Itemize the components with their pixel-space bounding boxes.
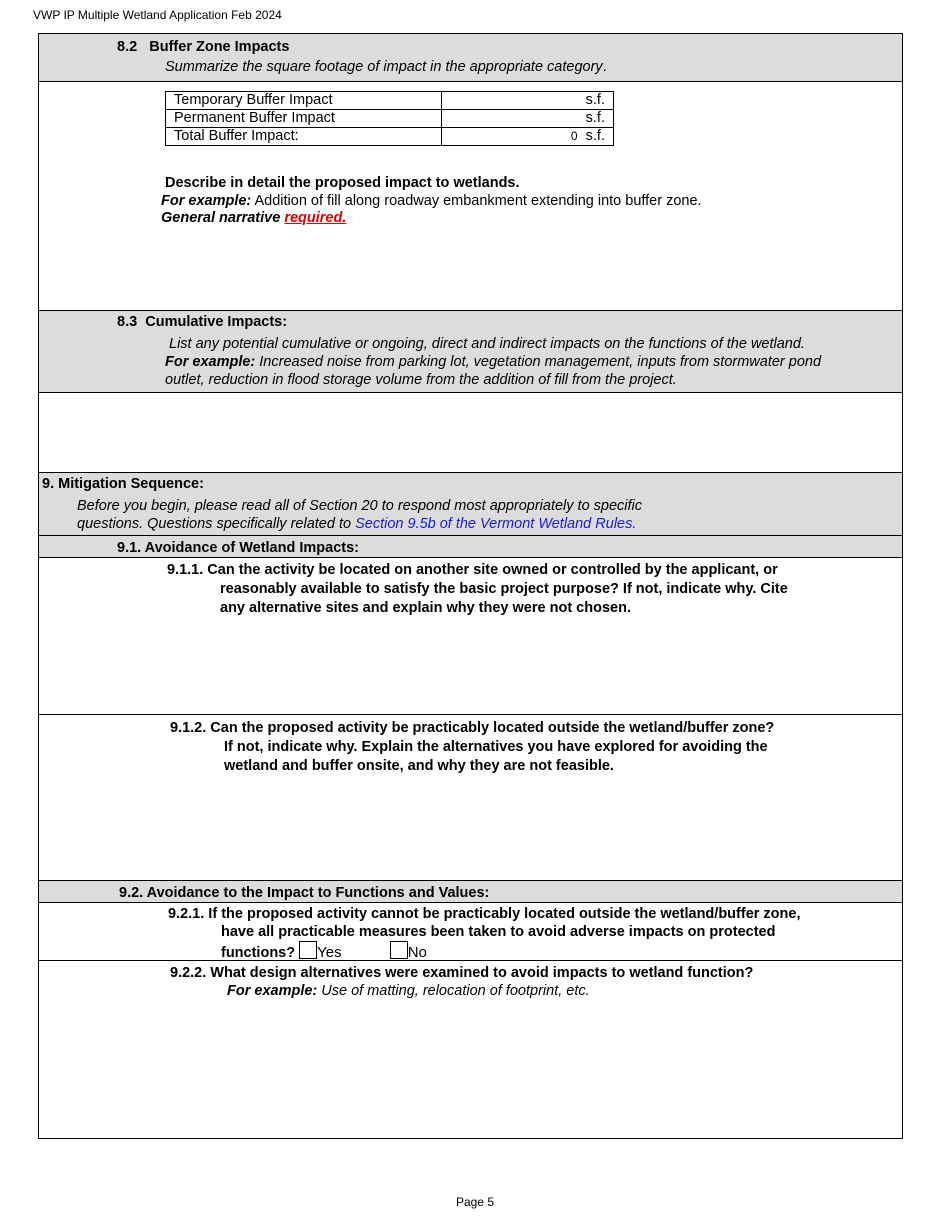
section-8-3-line1: List any potential cumulative or ongoing, direct and indirect impacts on the functions of the wetland. <box>169 336 805 352</box>
no-checkbox[interactable] <box>390 941 408 959</box>
question-9-2-2-example: For example: Use of matting, relocation of footprint, etc. <box>227 983 590 999</box>
answer-9-1-1-area[interactable] <box>40 620 900 712</box>
section-9-intro2: questions. Questions specifically related to Section 9.5b of the Vermont Wetland Rules. <box>77 516 637 532</box>
section-8-2-heading <box>117 38 289 56</box>
permanent-buffer-impact-field[interactable]: s.f. <box>442 110 614 128</box>
yes-label: Yes <box>317 944 342 961</box>
section-9-heading: 9. Mitigation Sequence: <box>42 476 204 492</box>
row-label: Temporary Buffer Impact <box>166 92 442 110</box>
section-9-1-heading: 9.1. Avoidance of Wetland Impacts: <box>117 540 359 556</box>
question-9-1-2: 9.1.2. Can the proposed activity be practicably located outside the wetland/buffer zone? If not, indicate why. Explain the alternatives you have explored for avoiding the wetland and buffer onsite, and why they are not feasible. <box>170 720 775 774</box>
section-8-2-instruction: Summarize the square footage of impact in the appropriate category. <box>165 59 607 75</box>
section-title: Buffer Zone Impacts <box>149 39 290 55</box>
table-row <box>166 128 614 146</box>
yes-checkbox[interactable] <box>299 941 317 959</box>
document-title: VWP IP Multiple Wetland Application Feb 2024 <box>33 8 282 22</box>
vermont-wetland-rules-link[interactable]: Section 9.5b of the Vermont Wetland Rules. <box>355 516 637 532</box>
answer-9-2-2-area[interactable] <box>40 1004 900 1134</box>
required-flag: required. <box>284 210 347 226</box>
table-row <box>166 92 614 110</box>
row-label: Permanent Buffer Impact <box>166 110 442 128</box>
table-row <box>166 110 614 128</box>
question-9-2-2: 9.2.2. What design alternatives were examined to avoid impacts to wetland function? <box>170 965 754 981</box>
narrative-required-line: General narrative required. <box>161 210 347 226</box>
section-8-3-example-cont: outlet, reduction in flood storage volume from the addition of fill from the project. <box>165 372 677 388</box>
answer-9-1-2-area[interactable] <box>40 778 900 878</box>
describe-prompt: Describe in detail the proposed impact to wetlands. <box>165 175 520 191</box>
total-buffer-impact-field: 0 s.f. <box>442 128 614 146</box>
no-label: No <box>407 944 427 961</box>
section-number: 8.2 <box>117 39 138 55</box>
example-line: For example: Addition of fill along roadway embankment extending into buffer zone. <box>161 193 702 209</box>
row-label: Total Buffer Impact: <box>166 128 442 146</box>
section-9-2-heading: 9.2. Avoidance to the Impact to Functions and Values: <box>119 885 490 901</box>
section-8-3-heading: 8.3 Cumulative Impacts: <box>117 314 288 330</box>
section-9-intro1: Before you begin, please read all of Section 20 to respond most appropriately to specific <box>77 498 643 514</box>
narrative-8-2-answer-area[interactable] <box>40 228 900 308</box>
cumulative-impacts-answer-area[interactable] <box>40 394 900 470</box>
buffer-impact-table <box>165 91 614 146</box>
page-number: Page 5 <box>455 1195 495 1209</box>
question-9-1-1: 9.1.1. Can the activity be located on another site owned or controlled by the applicant, or reasonably available to satisfy the basic project purpose? If not, indicate why. Cite any alternative sites and explain why they were not chosen. <box>167 562 788 616</box>
question-9-2-1: 9.2.1. If the proposed activity cannot be practicably located outside the wetland/buffer zone, have all practicable measures been taken to avoid adverse impacts on protected functions? Yes No <box>168 906 801 961</box>
section-8-3-example: For example: Increased noise from parking lot, vegetation management, inputs from stormwater pond <box>165 354 822 370</box>
temporary-buffer-impact-field[interactable]: s.f. <box>442 92 614 110</box>
